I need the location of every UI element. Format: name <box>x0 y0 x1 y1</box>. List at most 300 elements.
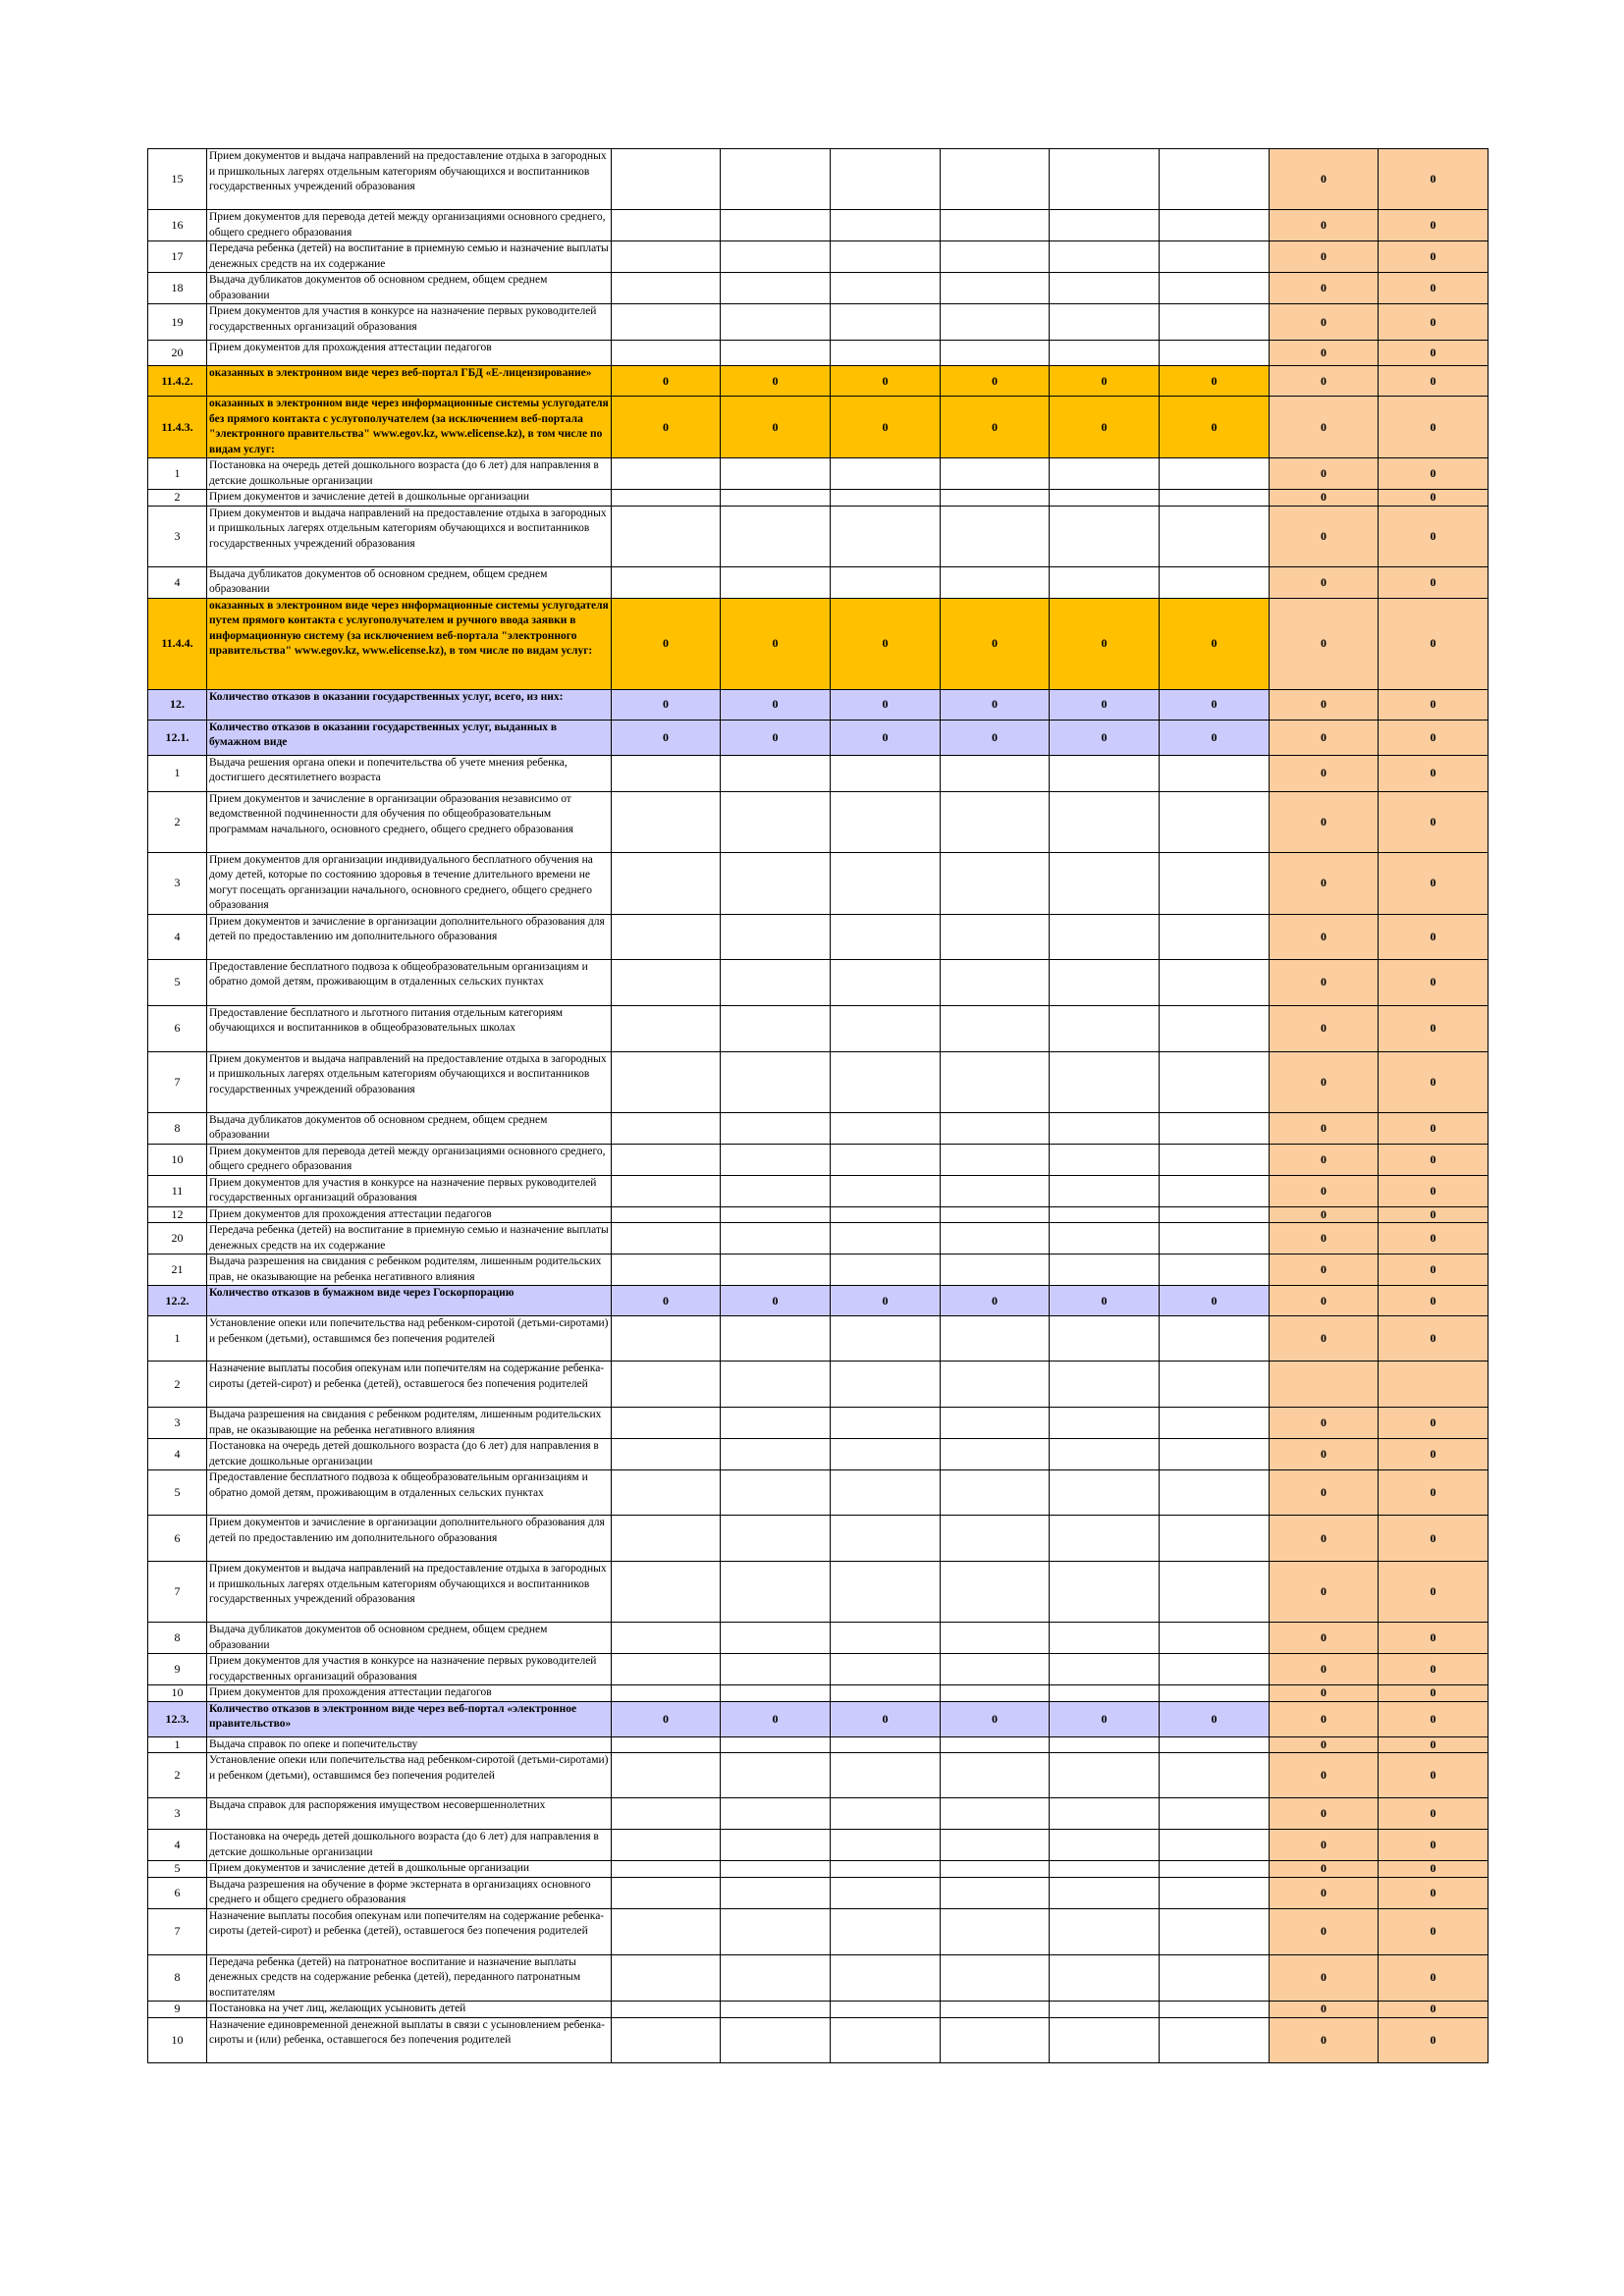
value-cell <box>831 791 941 852</box>
row-description: Выдача разрешения на свидания с ребенком родителям, лишенным родительских прав, не оказывающие на ребенка негативного влияния <box>207 1408 612 1439</box>
value-cell: 0 <box>941 689 1050 720</box>
row-number: 1 <box>148 1316 207 1362</box>
total-cell: 0 <box>1379 1623 1489 1654</box>
value-cell <box>1050 791 1160 852</box>
total-cell: 0 <box>1379 1112 1489 1144</box>
value-cell <box>721 1516 831 1562</box>
total-cell: 0 <box>1270 1623 1379 1654</box>
value-cell <box>831 1051 941 1112</box>
row-description: Количество отказов в оказании государственных услуг, выданных в бумажном виде <box>207 720 612 755</box>
value-cell <box>941 1439 1050 1470</box>
total-cell: 0 <box>1379 1144 1489 1175</box>
value-cell <box>941 1316 1050 1362</box>
row-number: 19 <box>148 304 207 341</box>
value-cell <box>612 341 721 366</box>
value-cell <box>1160 1830 1270 1861</box>
value-cell: 0 <box>1050 1286 1160 1316</box>
total-cell: 0 <box>1379 1316 1489 1362</box>
total-cell: 0 <box>1379 566 1489 598</box>
row-description: Прием документов и зачисление детей в дошкольные организации <box>207 1861 612 1878</box>
row-number: 5 <box>148 959 207 1005</box>
value-cell <box>721 241 831 273</box>
value-cell <box>721 2017 831 2062</box>
value-cell <box>941 1753 1050 1798</box>
value-cell <box>941 1144 1050 1175</box>
value-cell <box>1160 241 1270 273</box>
value-cell <box>612 1144 721 1175</box>
value-cell <box>721 1408 831 1439</box>
value-cell <box>831 1562 941 1623</box>
value-cell <box>831 490 941 507</box>
value-cell <box>941 506 1050 566</box>
value-cell <box>1160 1470 1270 1516</box>
row-number: 8 <box>148 1112 207 1144</box>
value-cell <box>721 1654 831 1685</box>
value-cell <box>941 210 1050 241</box>
row-number: 17 <box>148 241 207 273</box>
value-cell <box>1050 566 1160 598</box>
total-cell: 0 <box>1379 1255 1489 1286</box>
section-row <box>148 689 1489 720</box>
value-cell <box>831 755 941 791</box>
value-cell <box>1050 490 1160 507</box>
row-number: 4 <box>148 566 207 598</box>
total-cell: 0 <box>1379 959 1489 1005</box>
total-cell: 0 <box>1270 2002 1379 2018</box>
value-cell: 0 <box>1050 720 1160 755</box>
value-cell: 0 <box>721 1286 831 1316</box>
value-cell <box>1160 149 1270 210</box>
value-cell <box>941 852 1050 914</box>
value-cell <box>612 2017 721 2062</box>
row-number: 12. <box>148 689 207 720</box>
total-cell: 0 <box>1379 1861 1489 1878</box>
value-cell <box>1050 755 1160 791</box>
value-cell <box>612 1685 721 1702</box>
value-cell <box>721 755 831 791</box>
total-cell: 0 <box>1379 1798 1489 1830</box>
row-number: 8 <box>148 1623 207 1654</box>
value-cell <box>1050 1908 1160 1954</box>
total-cell: 0 <box>1379 506 1489 566</box>
value-cell <box>721 490 831 507</box>
value-cell <box>1050 1005 1160 1051</box>
value-cell <box>612 149 721 210</box>
total-cell: 0 <box>1270 598 1379 689</box>
value-cell <box>612 1908 721 1954</box>
value-cell <box>1160 566 1270 598</box>
total-cell: 0 <box>1270 397 1379 458</box>
total-cell: 0 <box>1270 1005 1379 1051</box>
row-number: 11.4.2. <box>148 366 207 397</box>
total-cell: 0 <box>1379 149 1489 210</box>
value-cell: 0 <box>721 598 831 689</box>
value-cell <box>1050 1654 1160 1685</box>
value-cell <box>721 506 831 566</box>
value-cell <box>831 1516 941 1562</box>
row-description: Прием документов и выдача направлений на предоставление отдыха в загородных и пришкольных лагерях отдельным категориям обучающихся и воспитанников государственных учреждений образования <box>207 506 612 566</box>
value-cell <box>831 1798 941 1830</box>
row-number: 1 <box>148 1736 207 1753</box>
value-cell <box>831 914 941 959</box>
value-cell <box>941 959 1050 1005</box>
total-cell: 0 <box>1379 210 1489 241</box>
value-cell <box>831 959 941 1005</box>
value-cell <box>612 1362 721 1408</box>
total-cell: 0 <box>1379 1470 1489 1516</box>
table-row <box>148 1623 1489 1654</box>
value-cell: 0 <box>612 720 721 755</box>
value-cell <box>1050 2002 1160 2018</box>
row-description: Постановка на очередь детей дошкольного возраста (до 6 лет) для направления в детские дошкольные организации <box>207 458 612 490</box>
value-cell <box>1160 959 1270 1005</box>
value-cell <box>941 1562 1050 1623</box>
table-row <box>148 755 1489 791</box>
table-row <box>148 1753 1489 1798</box>
value-cell <box>941 1861 1050 1878</box>
row-number: 1 <box>148 755 207 791</box>
value-cell <box>721 1255 831 1286</box>
value-cell: 0 <box>1050 689 1160 720</box>
table-row <box>148 1439 1489 1470</box>
value-cell <box>1160 1954 1270 2002</box>
value-cell <box>1050 1144 1160 1175</box>
row-description: Прием документов для участия в конкурсе на назначение первых руководителей государственных организаций образования <box>207 304 612 341</box>
row-description: Прием документов для участия в конкурсе на назначение первых руководителей государственных организаций образования <box>207 1654 612 1685</box>
table-row <box>148 1223 1489 1255</box>
table-row <box>148 304 1489 341</box>
value-cell <box>1160 1685 1270 1702</box>
row-description: Количество отказов в электронном виде через веб-портал «электронное правительство» <box>207 1701 612 1736</box>
value-cell <box>941 566 1050 598</box>
value-cell <box>941 791 1050 852</box>
value-cell <box>1160 2002 1270 2018</box>
value-cell: 0 <box>1160 598 1270 689</box>
value-cell <box>941 1223 1050 1255</box>
table-row <box>148 1112 1489 1144</box>
row-description: Предоставление бесплатного и льготного питания отдельным категориям обучающихся и воспитанников в общеобразовательных школах <box>207 1005 612 1051</box>
value-cell <box>941 1516 1050 1562</box>
value-cell <box>1160 273 1270 304</box>
row-description: Прием документов и зачисление детей в дошкольные организации <box>207 490 612 507</box>
row-number: 1 <box>148 458 207 490</box>
value-cell <box>1160 1736 1270 1753</box>
value-cell <box>721 1112 831 1144</box>
table-row <box>148 1175 1489 1206</box>
table-row <box>148 2002 1489 2018</box>
total-cell: 0 <box>1270 791 1379 852</box>
row-number: 21 <box>148 1255 207 1286</box>
value-cell <box>721 458 831 490</box>
total-cell: 0 <box>1379 273 1489 304</box>
value-cell: 0 <box>612 1286 721 1316</box>
value-cell: 0 <box>1050 598 1160 689</box>
value-cell <box>1160 1206 1270 1223</box>
row-description: Прием документов и выдача направлений на предоставление отдыха в загородных и пришкольных лагерях отдельным категориям обучающихся и воспитанников государственных учреждений образования <box>207 149 612 210</box>
table-row <box>148 490 1489 507</box>
total-cell: 0 <box>1379 366 1489 397</box>
row-number: 10 <box>148 1685 207 1702</box>
total-cell: 0 <box>1379 1685 1489 1702</box>
total-cell: 0 <box>1270 2017 1379 2062</box>
row-description: Выдача дубликатов документов об основном среднем, общем среднем образовании <box>207 566 612 598</box>
total-cell: 0 <box>1379 1654 1489 1685</box>
table-row <box>148 1830 1489 1861</box>
total-cell: 0 <box>1270 304 1379 341</box>
table-row <box>148 1685 1489 1702</box>
row-description: Прием документов и зачисление в организации дополнительного образования для детей по предоставлению им дополнительного образования <box>207 914 612 959</box>
total-cell: 0 <box>1270 566 1379 598</box>
table-row <box>148 1654 1489 1685</box>
value-cell <box>1160 341 1270 366</box>
value-cell <box>1160 1223 1270 1255</box>
value-cell: 0 <box>721 397 831 458</box>
value-cell: 0 <box>1160 689 1270 720</box>
value-cell <box>612 1654 721 1685</box>
total-cell: 0 <box>1379 490 1489 507</box>
value-cell <box>941 1830 1050 1861</box>
total-cell: 0 <box>1379 1877 1489 1908</box>
row-description: Количество отказов в оказании государственных услуг, всего, из них: <box>207 689 612 720</box>
value-cell <box>1160 1112 1270 1144</box>
value-cell <box>1160 2017 1270 2062</box>
total-cell: 0 <box>1270 1654 1379 1685</box>
value-cell <box>721 1877 831 1908</box>
value-cell <box>721 852 831 914</box>
row-number: 3 <box>148 1798 207 1830</box>
row-number: 2 <box>148 490 207 507</box>
section-row <box>148 598 1489 689</box>
row-description: Прием документов и зачисление в организации дополнительного образования для детей по предоставлению им дополнительного образования <box>207 1516 612 1562</box>
value-cell <box>1050 1685 1160 1702</box>
value-cell: 0 <box>831 397 941 458</box>
section-row <box>148 1701 1489 1736</box>
value-cell <box>941 1908 1050 1954</box>
value-cell <box>612 1830 721 1861</box>
section-row <box>148 366 1489 397</box>
row-description: Установление опеки или попечительства над ребенком-сиротой (детьми-сиротами) и ребенком (детьми), оставшимся без попечения родителей <box>207 1753 612 1798</box>
row-number: 4 <box>148 1830 207 1861</box>
row-number: 3 <box>148 506 207 566</box>
table-row <box>148 566 1489 598</box>
value-cell <box>1050 1439 1160 1470</box>
value-cell <box>1160 1255 1270 1286</box>
total-cell: 0 <box>1379 1206 1489 1223</box>
value-cell <box>612 2002 721 2018</box>
row-description: оказанных в электронном виде через информационные системы услугодателя без прямого контакта с услугополучателем (за исключением веб-портала "электронного правительства" www.egov.kz, www.elicense.kz), в том числе по видам услуг: <box>207 397 612 458</box>
table-row <box>148 273 1489 304</box>
value-cell <box>721 1830 831 1861</box>
value-cell <box>1050 341 1160 366</box>
total-cell: 0 <box>1270 273 1379 304</box>
value-cell <box>831 1861 941 1878</box>
value-cell <box>941 1623 1050 1654</box>
value-cell <box>721 1316 831 1362</box>
row-number: 12 <box>148 1206 207 1223</box>
row-number: 2 <box>148 791 207 852</box>
row-number: 6 <box>148 1005 207 1051</box>
total-cell <box>1379 1362 1489 1408</box>
value-cell: 0 <box>1160 1701 1270 1736</box>
value-cell <box>1160 1316 1270 1362</box>
value-cell <box>721 1562 831 1623</box>
value-cell <box>612 1316 721 1362</box>
value-cell <box>612 304 721 341</box>
value-cell <box>612 1255 721 1286</box>
table-row <box>148 1144 1489 1175</box>
value-cell <box>831 1954 941 2002</box>
total-cell: 0 <box>1270 1701 1379 1736</box>
value-cell <box>612 1439 721 1470</box>
value-cell <box>1050 1175 1160 1206</box>
row-description: Выдача решения органа опеки и попечительства об учете мнения ребенка, достигшего десятилетнего возраста <box>207 755 612 791</box>
value-cell <box>831 149 941 210</box>
value-cell: 0 <box>1050 1701 1160 1736</box>
row-number: 6 <box>148 1877 207 1908</box>
value-cell <box>1160 1908 1270 1954</box>
value-cell <box>612 1112 721 1144</box>
value-cell <box>1050 273 1160 304</box>
value-cell <box>612 1954 721 2002</box>
row-number: 11 <box>148 1175 207 1206</box>
total-cell: 0 <box>1270 1112 1379 1144</box>
total-cell: 0 <box>1379 791 1489 852</box>
table-row <box>148 914 1489 959</box>
value-cell <box>831 1362 941 1408</box>
total-cell: 0 <box>1270 1954 1379 2002</box>
value-cell <box>721 1051 831 1112</box>
table-row <box>148 1877 1489 1908</box>
value-cell <box>721 1005 831 1051</box>
row-description: Выдача справок для распоряжения имуществом несовершеннолетних <box>207 1798 612 1830</box>
value-cell <box>941 1206 1050 1223</box>
value-cell <box>831 1908 941 1954</box>
value-cell <box>721 1861 831 1878</box>
value-cell <box>612 1206 721 1223</box>
row-number: 16 <box>148 210 207 241</box>
value-cell <box>1050 1408 1160 1439</box>
table-row <box>148 1954 1489 2002</box>
row-description: Назначение выплаты пособия опекунам или попечителям на содержание ребенка-сироты (детей-сирот) и ребенка (детей), оставшегося без попечения родителей <box>207 1908 612 1954</box>
value-cell <box>1160 1753 1270 1798</box>
row-number: 3 <box>148 1408 207 1439</box>
value-cell <box>1160 1051 1270 1112</box>
value-cell <box>1050 1753 1160 1798</box>
row-number: 3 <box>148 852 207 914</box>
value-cell: 0 <box>1160 720 1270 755</box>
value-cell <box>1050 959 1160 1005</box>
total-cell: 0 <box>1270 1736 1379 1753</box>
value-cell <box>612 273 721 304</box>
value-cell <box>1160 210 1270 241</box>
total-cell: 0 <box>1270 1798 1379 1830</box>
row-description: Прием документов для перевода детей между организациями основного среднего, общего среднего образования <box>207 1144 612 1175</box>
row-description: оказанных в электронном виде через веб-портал ГБД «Е-лицензирование» <box>207 366 612 397</box>
value-cell <box>721 149 831 210</box>
value-cell <box>612 1562 721 1623</box>
row-description: Прием документов для перевода детей между организациями основного среднего, общего среднего образования <box>207 210 612 241</box>
row-number: 11.4.4. <box>148 598 207 689</box>
value-cell <box>1050 1516 1160 1562</box>
value-cell <box>831 1408 941 1439</box>
value-cell <box>831 1470 941 1516</box>
table-row <box>148 2017 1489 2062</box>
row-description: Прием документов и зачисление в организации образования независимо от ведомственной подчиненности для обучения по общеобразовательным программам начального, основного среднего, общего среднего образования <box>207 791 612 852</box>
total-cell: 0 <box>1270 341 1379 366</box>
value-cell <box>941 1112 1050 1144</box>
value-cell <box>721 959 831 1005</box>
value-cell <box>1160 1408 1270 1439</box>
value-cell <box>1160 1175 1270 1206</box>
value-cell <box>721 1954 831 2002</box>
value-cell <box>1160 791 1270 852</box>
value-cell <box>941 2017 1050 2062</box>
value-cell <box>1050 304 1160 341</box>
value-cell <box>941 2002 1050 2018</box>
total-cell: 0 <box>1270 1908 1379 1954</box>
value-cell <box>831 341 941 366</box>
value-cell <box>941 458 1050 490</box>
value-cell: 0 <box>831 689 941 720</box>
value-cell <box>1160 1362 1270 1408</box>
value-cell <box>831 566 941 598</box>
row-description: Передача ребенка (детей) на воспитание в приемную семью и назначение выплаты денежных средств на их содержание <box>207 241 612 273</box>
table-row <box>148 852 1489 914</box>
value-cell <box>831 1877 941 1908</box>
row-number: 10 <box>148 2017 207 2062</box>
row-description: Выдача дубликатов документов об основном среднем, общем среднем образовании <box>207 1112 612 1144</box>
row-description: Прием документов и выдача направлений на предоставление отдыха в загородных и пришкольных лагерях отдельным категориям обучающихся и воспитанников государственных учреждений образования <box>207 1051 612 1112</box>
value-cell <box>1050 241 1160 273</box>
value-cell <box>1160 458 1270 490</box>
value-cell <box>612 791 721 852</box>
row-description: Прием документов для прохождения аттестации педагогов <box>207 1206 612 1223</box>
total-cell: 0 <box>1379 397 1489 458</box>
value-cell <box>941 1736 1050 1753</box>
row-number: 18 <box>148 273 207 304</box>
value-cell <box>612 1223 721 1255</box>
table-row <box>148 959 1489 1005</box>
value-cell <box>1050 1877 1160 1908</box>
value-cell <box>831 210 941 241</box>
value-cell <box>831 1654 941 1685</box>
row-number: 11.4.3. <box>148 397 207 458</box>
value-cell <box>612 1753 721 1798</box>
value-cell: 0 <box>941 366 1050 397</box>
value-cell <box>1160 1439 1270 1470</box>
row-number: 20 <box>148 1223 207 1255</box>
row-number: 12.2. <box>148 1286 207 1316</box>
value-cell: 0 <box>612 1701 721 1736</box>
total-cell: 0 <box>1270 1830 1379 1861</box>
value-cell <box>941 1175 1050 1206</box>
table-row <box>148 341 1489 366</box>
table-row <box>148 506 1489 566</box>
value-cell <box>1050 210 1160 241</box>
value-cell <box>941 304 1050 341</box>
value-cell <box>831 304 941 341</box>
row-description: Передача ребенка (детей) на воспитание в приемную семью и назначение выплаты денежных средств на их содержание <box>207 1223 612 1255</box>
total-cell: 0 <box>1379 1408 1489 1439</box>
table-row <box>148 1908 1489 1954</box>
total-cell: 0 <box>1270 914 1379 959</box>
total-cell: 0 <box>1270 720 1379 755</box>
value-cell <box>612 1408 721 1439</box>
row-description: Выдача разрешения на свидания с ребенком родителям, лишенным родительских прав, не оказывающие на ребенка негативного влияния <box>207 1255 612 1286</box>
value-cell <box>941 149 1050 210</box>
value-cell <box>612 1005 721 1051</box>
table-row <box>148 1470 1489 1516</box>
